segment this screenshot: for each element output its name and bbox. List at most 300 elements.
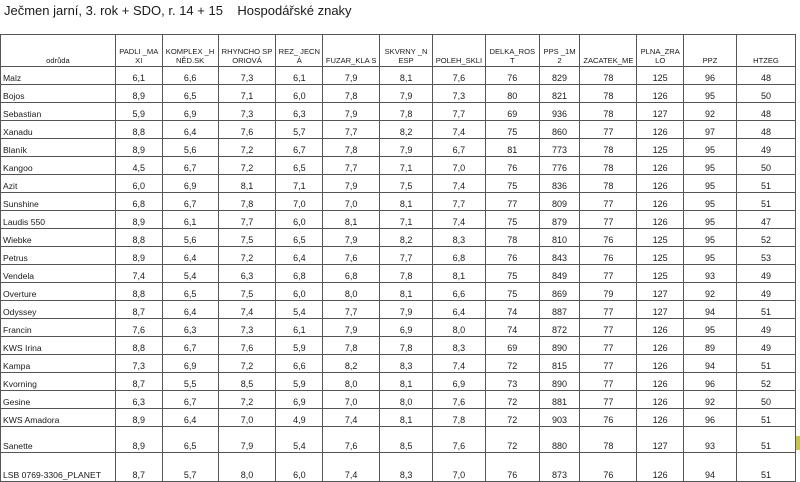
table-cell: 125: [637, 229, 684, 247]
table-cell: 7,5: [380, 175, 433, 193]
table-cell: 7,6: [323, 247, 380, 265]
table-cell: 77: [580, 391, 637, 409]
table-cell: 872: [539, 319, 580, 337]
table-cell: 6,7: [162, 193, 218, 211]
column-header: ZACATEK_ME: [580, 35, 637, 67]
table-row: [1, 103, 796, 121]
table-cell: 8,1: [433, 265, 486, 283]
table-cell: 873: [539, 453, 580, 482]
table-row: [1, 319, 796, 337]
table-cell: 125: [637, 139, 684, 157]
table-cell: 73: [485, 373, 539, 391]
table-cell: 7,9: [380, 139, 433, 157]
table-cell: 8,1: [323, 211, 380, 229]
table-cell: 127: [637, 427, 684, 453]
variety-name-cell: Gesine: [1, 391, 116, 409]
table-cell: 78: [580, 157, 637, 175]
table-cell: 890: [539, 373, 580, 391]
table-cell: 6,5: [276, 157, 323, 175]
table-cell: 92: [684, 103, 737, 121]
table-cell: 76: [580, 247, 637, 265]
column-header: DELKA_ROS T: [485, 35, 539, 67]
table-cell: 8,2: [380, 229, 433, 247]
table-cell: 126: [637, 85, 684, 103]
table-cell: 7,2: [218, 157, 276, 175]
table-cell: 7,7: [218, 211, 276, 229]
table-cell: 7,0: [433, 453, 486, 482]
table-cell: 125: [637, 67, 684, 85]
table-cell: 125: [637, 247, 684, 265]
table-cell: 7,4: [433, 121, 486, 139]
table-cell: 6,7: [433, 139, 486, 157]
table-cell: 776: [539, 157, 580, 175]
table-cell: 78: [580, 139, 637, 157]
table-cell: 78: [580, 175, 637, 193]
variety-name-cell: Sunshine: [1, 193, 116, 211]
table-cell: 8,1: [380, 193, 433, 211]
table-cell: 7,5: [218, 229, 276, 247]
table-cell: 6,0: [276, 85, 323, 103]
table-cell: 76: [485, 247, 539, 265]
table-cell: 7,0: [323, 193, 380, 211]
table-cell: 89: [684, 337, 737, 355]
table-cell: 7,2: [218, 247, 276, 265]
table-cell: 93: [684, 265, 737, 283]
variety-name-cell: Blaník: [1, 139, 116, 157]
table-cell: 7,4: [218, 301, 276, 319]
variety-name-cell: KWS Amadora: [1, 409, 116, 427]
table-cell: 7,7: [323, 301, 380, 319]
table-cell: 829: [539, 67, 580, 85]
table-cell: 8,9: [115, 409, 162, 427]
table-cell: 78: [485, 229, 539, 247]
table-row: [1, 301, 796, 319]
table-cell: 76: [485, 453, 539, 482]
table-cell: 78: [580, 103, 637, 121]
table-cell: 76: [580, 229, 637, 247]
table-cell: 95: [684, 157, 737, 175]
table-cell: 8,0: [433, 319, 486, 337]
table-cell: 7,9: [218, 427, 276, 453]
table-cell: 77: [485, 193, 539, 211]
table-cell: 8,7: [115, 301, 162, 319]
table-row: [1, 391, 796, 409]
table-cell: 7,3: [218, 67, 276, 85]
variety-name-cell: Xanadu: [1, 121, 116, 139]
table-cell: 95: [684, 319, 737, 337]
table-cell: 48: [736, 103, 795, 121]
table-cell: 77: [580, 211, 637, 229]
table-cell: 7,3: [218, 103, 276, 121]
table-cell: 94: [684, 453, 737, 482]
table-cell: 7,9: [380, 301, 433, 319]
table-cell: 76: [580, 453, 637, 482]
table-cell: 126: [637, 193, 684, 211]
table-cell: 6,9: [162, 103, 218, 121]
table-cell: 5,7: [276, 121, 323, 139]
table-cell: 6,6: [276, 355, 323, 373]
variety-name-cell: KWS Irina: [1, 337, 116, 355]
table-cell: 95: [684, 85, 737, 103]
table-cell: 79: [580, 283, 637, 301]
table-cell: 7,9: [323, 67, 380, 85]
table-cell: 51: [736, 301, 795, 319]
table-cell: 6,9: [433, 373, 486, 391]
table-cell: 96: [684, 373, 737, 391]
table-cell: 903: [539, 409, 580, 427]
table-cell: 126: [637, 175, 684, 193]
table-cell: 126: [637, 409, 684, 427]
variety-name-cell: Vendela: [1, 265, 116, 283]
table-cell: 125: [637, 265, 684, 283]
variety-name-cell: Petrus: [1, 247, 116, 265]
table-cell: 4,9: [276, 409, 323, 427]
table-cell: 7,8: [380, 337, 433, 355]
variety-name-cell: Sebastian: [1, 103, 116, 121]
variety-name-cell: Wiebke: [1, 229, 116, 247]
table-cell: 8,1: [380, 373, 433, 391]
table-cell: 6,0: [115, 175, 162, 193]
table-cell: 92: [684, 391, 737, 409]
table-row: [1, 283, 796, 301]
table-cell: 48: [736, 67, 795, 85]
column-header: KOMPLEX _HNĚD.SK: [162, 35, 218, 67]
column-header: PPZ: [684, 35, 737, 67]
table-cell: 6,9: [162, 355, 218, 373]
table-cell: 7,6: [115, 319, 162, 337]
table-cell: 8,5: [218, 373, 276, 391]
table-cell: 7,1: [218, 85, 276, 103]
variety-name-cell: Odyssey: [1, 301, 116, 319]
table-cell: 6,5: [162, 427, 218, 453]
table-cell: 69: [485, 103, 539, 121]
table-cell: 49: [736, 283, 795, 301]
table-cell: 77: [580, 193, 637, 211]
variety-name-cell: Kangoo: [1, 157, 116, 175]
table-cell: 51: [736, 427, 795, 453]
table-cell: 72: [485, 409, 539, 427]
table-cell: 7,0: [218, 409, 276, 427]
table-cell: 5,5: [162, 373, 218, 391]
table-cell: 8,3: [433, 337, 486, 355]
table-cell: 6,1: [276, 319, 323, 337]
table-row: [1, 211, 796, 229]
table-cell: 76: [580, 409, 637, 427]
table-cell: 49: [736, 139, 795, 157]
table-cell: 7,5: [218, 283, 276, 301]
table-cell: 881: [539, 391, 580, 409]
slide-corner-accent: [796, 436, 800, 450]
table-cell: 6,4: [162, 121, 218, 139]
table-cell: 4,5: [115, 157, 162, 175]
table-cell: 7,9: [323, 319, 380, 337]
table-row: [1, 175, 796, 193]
data-table: [0, 34, 796, 482]
table-cell: 7,8: [380, 103, 433, 121]
table-cell: 6,8: [323, 265, 380, 283]
table-cell: 75: [485, 175, 539, 193]
table-cell: 74: [485, 301, 539, 319]
table-cell: 126: [637, 355, 684, 373]
table-cell: 6,3: [218, 265, 276, 283]
table-cell: 6,1: [162, 211, 218, 229]
table-cell: 7,9: [323, 175, 380, 193]
table-cell: 7,4: [433, 211, 486, 229]
table-cell: 47: [736, 211, 795, 229]
table-cell: 6,6: [162, 67, 218, 85]
table-cell: 8,1: [380, 283, 433, 301]
table-cell: 76: [485, 67, 539, 85]
table-cell: 5,9: [276, 337, 323, 355]
table-cell: 7,8: [433, 409, 486, 427]
table-cell: 7,1: [380, 157, 433, 175]
table-cell: 96: [684, 67, 737, 85]
table-cell: 8,8: [115, 229, 162, 247]
table-cell: 6,7: [276, 139, 323, 157]
table-cell: 51: [736, 453, 795, 482]
table-cell: 7,7: [433, 193, 486, 211]
table-cell: 81: [485, 139, 539, 157]
table-cell: 7,7: [380, 247, 433, 265]
table-cell: 92: [684, 283, 737, 301]
table-cell: 127: [637, 103, 684, 121]
table-cell: 75: [485, 121, 539, 139]
table-cell: 7,7: [433, 103, 486, 121]
table-cell: 7,6: [323, 427, 380, 453]
table-cell: 126: [637, 337, 684, 355]
table-cell: 8,8: [115, 283, 162, 301]
table-cell: 126: [637, 373, 684, 391]
table-cell: 95: [684, 193, 737, 211]
table-cell: 126: [637, 453, 684, 482]
table-cell: 6,0: [276, 453, 323, 482]
table-cell: 809: [539, 193, 580, 211]
table-cell: 849: [539, 265, 580, 283]
table-cell: 96: [684, 409, 737, 427]
column-header: PPS _1M2: [539, 35, 580, 67]
table-cell: 5,4: [162, 265, 218, 283]
table-row: [1, 409, 796, 427]
table-cell: 6,5: [162, 283, 218, 301]
table-cell: 5,7: [162, 453, 218, 482]
column-header: odrůda: [1, 35, 116, 67]
table-cell: 7,9: [323, 103, 380, 121]
table-cell: 51: [736, 193, 795, 211]
table-cell: 75: [485, 283, 539, 301]
table-cell: 6,7: [162, 337, 218, 355]
variety-name-cell: Overture: [1, 283, 116, 301]
table-cell: 78: [580, 67, 637, 85]
column-header: PADLI _MAXI: [115, 35, 162, 67]
table-cell: 49: [736, 265, 795, 283]
table-cell: 95: [684, 229, 737, 247]
table-cell: 8,0: [380, 391, 433, 409]
table-cell: 5,9: [276, 373, 323, 391]
table-cell: 76: [485, 157, 539, 175]
table-cell: 6,0: [276, 283, 323, 301]
table-cell: 94: [684, 355, 737, 373]
table-cell: 7,0: [276, 193, 323, 211]
table-cell: 8,3: [380, 355, 433, 373]
table-row: [1, 139, 796, 157]
table-row: [1, 85, 796, 103]
column-header: HTZEG: [736, 35, 795, 67]
table-cell: 95: [684, 139, 737, 157]
table-cell: 7,1: [276, 175, 323, 193]
table-cell: 887: [539, 301, 580, 319]
table-cell: 52: [736, 229, 795, 247]
table-cell: 94: [684, 301, 737, 319]
table-cell: 6,3: [162, 319, 218, 337]
table-cell: 5,6: [162, 139, 218, 157]
variety-name-cell: Francin: [1, 319, 116, 337]
variety-name-cell: Bojos: [1, 85, 116, 103]
table-cell: 8,0: [323, 283, 380, 301]
table-cell: 49: [736, 319, 795, 337]
table-cell: 880: [539, 427, 580, 453]
table-cell: 7,6: [218, 121, 276, 139]
table-cell: 126: [637, 121, 684, 139]
variety-name-cell: Sanette: [1, 427, 116, 453]
table-cell: 95: [684, 247, 737, 265]
table-row: [1, 157, 796, 175]
table-cell: 52: [736, 373, 795, 391]
table-row: [1, 265, 796, 283]
table-cell: 80: [485, 85, 539, 103]
table-cell: 8,8: [115, 337, 162, 355]
table-cell: 7,2: [218, 139, 276, 157]
variety-name-cell: Kvorning: [1, 373, 116, 391]
table-cell: 95: [684, 211, 737, 229]
table-cell: 6,8: [276, 265, 323, 283]
table-cell: 6,9: [162, 175, 218, 193]
table-cell: 6,1: [115, 67, 162, 85]
table-cell: 8,9: [115, 247, 162, 265]
table-cell: 77: [580, 355, 637, 373]
table-cell: 815: [539, 355, 580, 373]
table-cell: 6,0: [276, 211, 323, 229]
table-cell: 7,7: [323, 157, 380, 175]
table-row: [1, 427, 796, 453]
table-cell: 7,4: [433, 355, 486, 373]
table-cell: 69: [485, 337, 539, 355]
table-cell: 5,9: [115, 103, 162, 121]
table-cell: 936: [539, 103, 580, 121]
table-cell: 7,4: [323, 409, 380, 427]
table-cell: 6,6: [433, 283, 486, 301]
table-cell: 51: [736, 355, 795, 373]
table-cell: 126: [637, 391, 684, 409]
table-cell: 8,9: [115, 211, 162, 229]
table-cell: 95: [684, 175, 737, 193]
column-header: RHYNCHO SPORIOVÁ: [218, 35, 276, 67]
table-cell: 8,1: [380, 409, 433, 427]
table-cell: 6,4: [162, 247, 218, 265]
table-cell: 7,9: [323, 229, 380, 247]
table-cell: 51: [736, 409, 795, 427]
table-cell: 7,9: [380, 85, 433, 103]
table-cell: 78: [580, 427, 637, 453]
table-cell: 6,4: [433, 301, 486, 319]
table-cell: 7,0: [433, 157, 486, 175]
table-cell: 6,4: [162, 409, 218, 427]
table-cell: 8,0: [218, 453, 276, 482]
table-cell: 6,9: [380, 319, 433, 337]
table-cell: 7,6: [433, 391, 486, 409]
table-cell: 7,6: [433, 427, 486, 453]
table-cell: 7,7: [323, 121, 380, 139]
table-cell: 77: [580, 373, 637, 391]
table-cell: 8,1: [218, 175, 276, 193]
table-row: [1, 453, 796, 482]
table-cell: 50: [736, 85, 795, 103]
table-cell: 890: [539, 337, 580, 355]
table-cell: 860: [539, 121, 580, 139]
table-cell: 6,9: [276, 391, 323, 409]
table-cell: 6,7: [162, 391, 218, 409]
table-cell: 78: [580, 85, 637, 103]
table-cell: 77: [580, 337, 637, 355]
table-cell: 8,1: [380, 67, 433, 85]
table-cell: 6,8: [433, 247, 486, 265]
table-cell: 7,2: [218, 355, 276, 373]
variety-name-cell: Kampa: [1, 355, 116, 373]
variety-name-cell: Laudis 550: [1, 211, 116, 229]
table-cell: 8,3: [380, 453, 433, 482]
header-row: [1, 35, 796, 67]
table-cell: 77: [580, 265, 637, 283]
table-cell: 6,3: [115, 391, 162, 409]
table-cell: 97: [684, 121, 737, 139]
table-cell: 77: [580, 319, 637, 337]
table-cell: 8,7: [115, 453, 162, 482]
table-cell: 75: [485, 211, 539, 229]
column-header: REZ_ JECNÁ: [276, 35, 323, 67]
table-cell: 74: [485, 319, 539, 337]
table-cell: 49: [736, 337, 795, 355]
table-cell: 8,9: [115, 427, 162, 453]
table-cell: 7,0: [323, 391, 380, 409]
column-header: POLEH_SKLI: [433, 35, 486, 67]
table-cell: 72: [485, 427, 539, 453]
column-header: PLNA_ZRA LO: [637, 35, 684, 67]
table-cell: 126: [637, 157, 684, 175]
column-header: FUZAR_KLA S: [323, 35, 380, 67]
table-cell: 7,6: [433, 67, 486, 85]
table-cell: 7,4: [323, 453, 380, 482]
table-cell: 7,1: [380, 211, 433, 229]
table-cell: 50: [736, 157, 795, 175]
table-cell: 7,8: [323, 337, 380, 355]
page-title: Ječmen jarní, 3. rok + SDO, r. 14 + 15 Hospodářské znaky: [4, 3, 352, 18]
table-cell: 6,5: [162, 85, 218, 103]
table-cell: 127: [637, 283, 684, 301]
table-cell: 7,6: [218, 337, 276, 355]
table-cell: 8,2: [323, 355, 380, 373]
table-cell: 773: [539, 139, 580, 157]
table-cell: 126: [637, 211, 684, 229]
table-cell: 126: [637, 319, 684, 337]
table-row: [1, 355, 796, 373]
table-row: [1, 247, 796, 265]
table-cell: 8,8: [115, 121, 162, 139]
table-cell: 6,5: [276, 229, 323, 247]
table-cell: 5,6: [162, 229, 218, 247]
table-cell: 7,4: [115, 265, 162, 283]
table-cell: 7,2: [218, 391, 276, 409]
table-row: [1, 337, 796, 355]
table-cell: 6,1: [276, 67, 323, 85]
